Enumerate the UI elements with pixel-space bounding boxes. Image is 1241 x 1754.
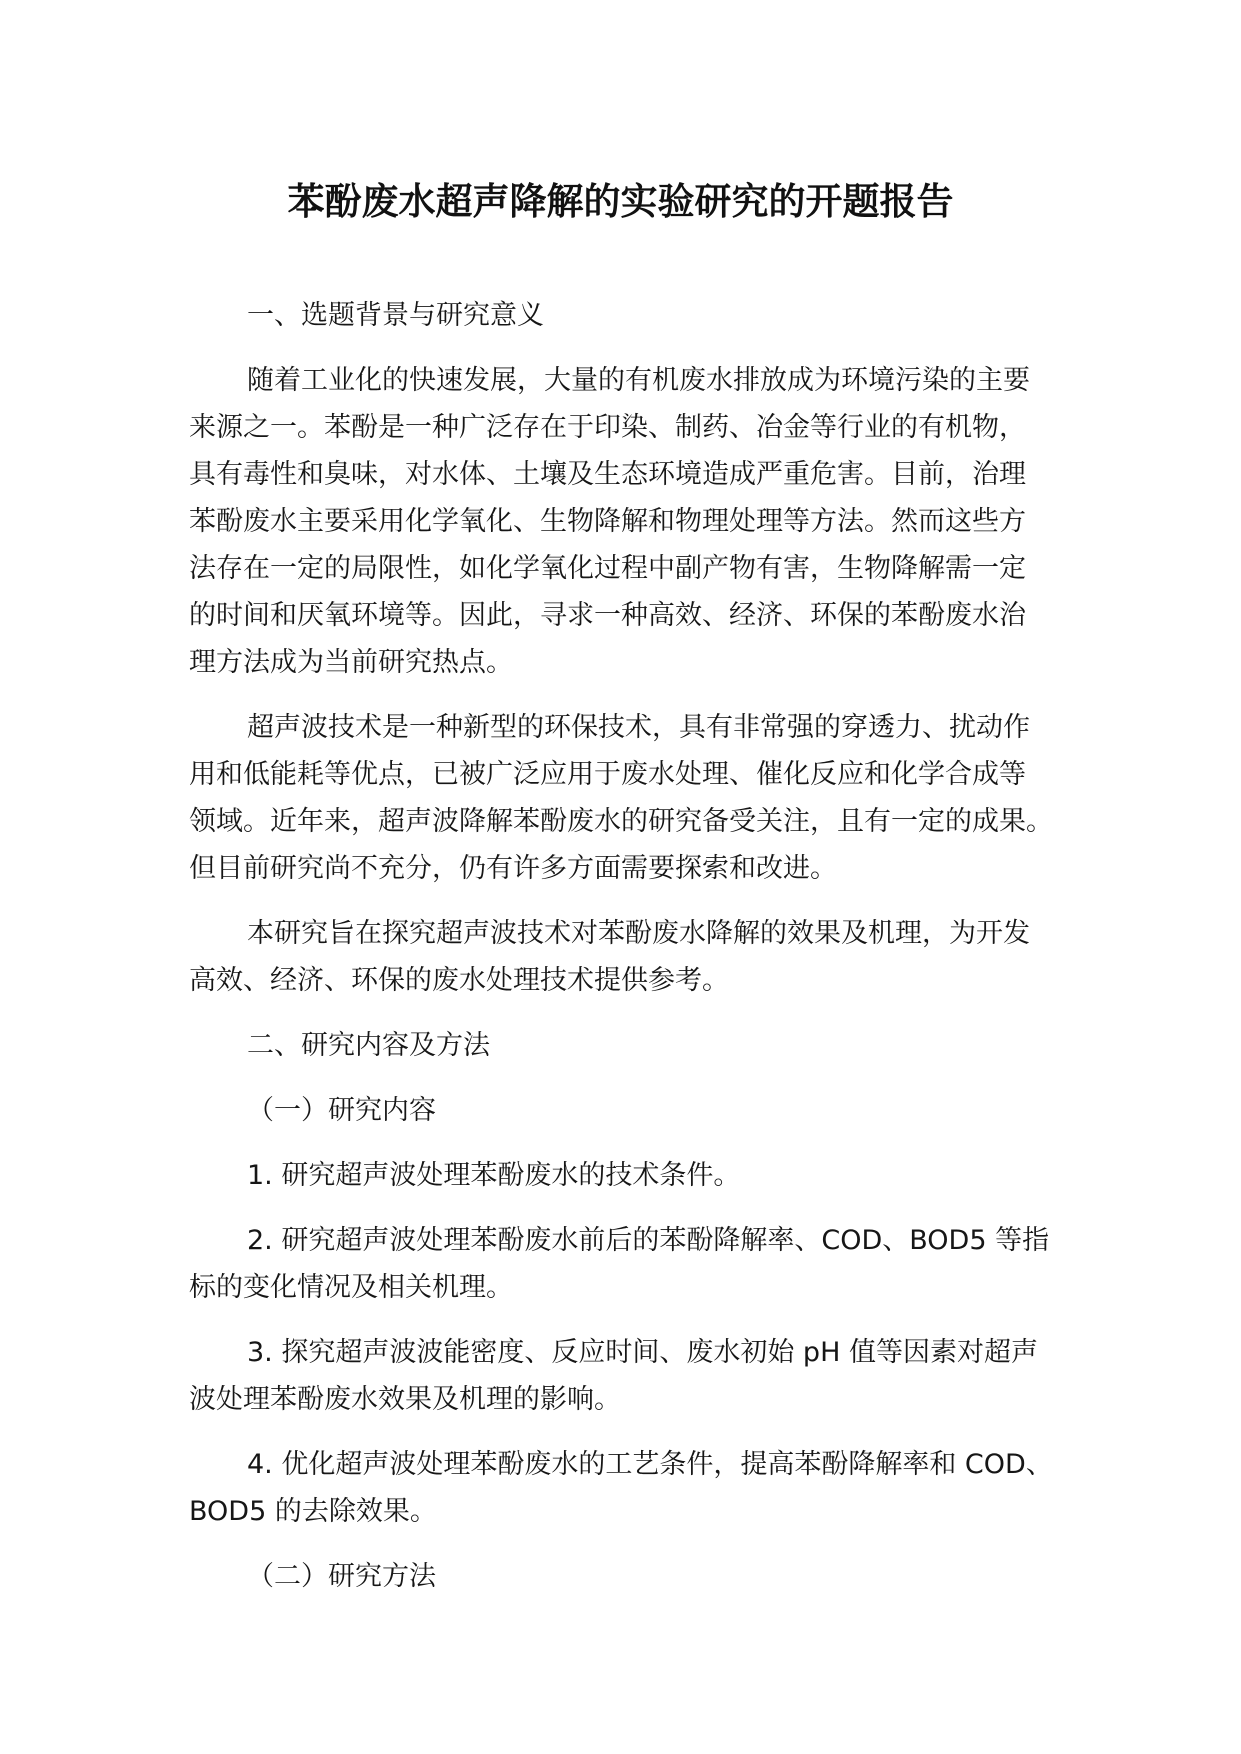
paragraph	[189, 704, 1189, 892]
paragraph-line: 法存在一定的局限性，如化学氧化过程中副产物有害，生物降解需一定	[189, 553, 1026, 584]
subsection-heading	[189, 1553, 1189, 1600]
paragraph-line: 但目前研究尚不充分，仍有许多方面需要探索和改进。	[189, 853, 837, 884]
list-item-line: 3. 探究超声波波能密度、反应时间、废水初始 pH 值等因素对超声	[247, 1337, 1038, 1368]
paragraph-line: 苯酚废水主要采用化学氧化、生物降解和物理处理等方法。然而这些方	[189, 506, 1026, 537]
subsection-heading-text: （二）研究方法	[247, 1561, 436, 1592]
list-item	[189, 1152, 1189, 1199]
list-item-line: 标的变化情况及相关机理。	[189, 1272, 513, 1303]
document-body	[189, 292, 1189, 1618]
paragraph-line: 领域。近年来，超声波降解苯酚废水的研究备受关注，且有一定的成果。	[189, 806, 1053, 837]
list-item-line: 1. 研究超声波处理苯酚废水的技术条件。	[247, 1160, 741, 1191]
section-heading	[189, 1022, 1189, 1069]
paragraph-line: 的时间和厌氧环境等。因此，寻求一种高效、经济、环保的苯酚废水治	[189, 600, 1026, 631]
list-item	[189, 1217, 1189, 1311]
paragraph-line: 理方法成为当前研究热点。	[189, 647, 513, 678]
list-item-line: 4. 优化超声波处理苯酚废水的工艺条件，提高苯酚降解率和 COD、	[247, 1449, 1053, 1480]
list-item-line: 2. 研究超声波处理苯酚废水前后的苯酚降解率、COD、BOD5 等指	[247, 1225, 1050, 1256]
paragraph-line: 随着工业化的快速发展，大量的有机废水排放成为环境污染的主要	[247, 365, 1030, 396]
list-item	[189, 1441, 1189, 1535]
paragraph	[189, 357, 1189, 686]
paragraph-line: 超声波技术是一种新型的环保技术，具有非常强的穿透力、扰动作	[247, 712, 1030, 743]
list-item	[189, 1329, 1189, 1423]
subsection-heading-text: （一）研究内容	[247, 1095, 436, 1126]
section-heading	[189, 292, 1189, 339]
paragraph-line: 用和低能耗等优点，已被广泛应用于废水处理、催化反应和化学合成等	[189, 759, 1026, 790]
list-item-line: 波处理苯酚废水效果及机理的影响。	[189, 1384, 621, 1415]
section-heading-text: 一、选题背景与研究意义	[247, 300, 544, 331]
list-item-line: BOD5 的去除效果。	[189, 1496, 437, 1527]
paragraph-line: 高效、经济、环保的废水处理技术提供参考。	[189, 965, 729, 996]
subsection-heading	[189, 1087, 1189, 1134]
page-title: 苯酚废水超声降解的实验研究的开题报告	[287, 180, 954, 223]
paragraph-line: 来源之一。苯酚是一种广泛存在于印染、制药、冶金等行业的有机物，	[189, 412, 1026, 443]
paragraph-line: 本研究旨在探究超声波技术对苯酚废水降解的效果及机理，为开发	[247, 918, 1030, 949]
paragraph	[189, 910, 1189, 1004]
section-heading-text: 二、研究内容及方法	[247, 1030, 490, 1061]
paragraph-line: 具有毒性和臭味，对水体、土壤及生态环境造成严重危害。目前，治理	[189, 459, 1026, 490]
